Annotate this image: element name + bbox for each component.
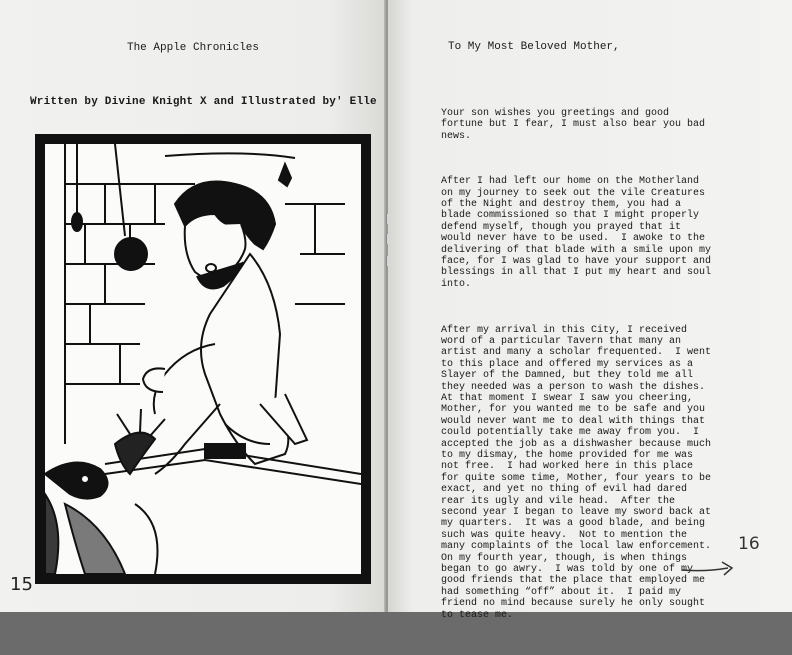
dishwasher-drawing (45, 144, 361, 574)
left-page (0, 0, 386, 612)
man-figure (143, 182, 307, 475)
story-title: The Apple Chronicles (126, 42, 260, 54)
letter-paragraph: Your son wishes you greetings and good fortune but I fear, I must also bear you bad news. (441, 107, 706, 142)
letter-paragraph: After my arrival in this City, I received word of a particular Tavern that many an artist and many a scholar frequented. I went to this place and offered my services as a Slayer of the Damned, but they told me all they needed was a person to wash the dishes. At that moment I swear I saw you cheering, Mother, for you wanted me to be safe and you would never want me to deal with things that could potentially take me away from you. I accepted the job as a dishwasher because much to my dismay, the home provided for me was not free. I had worked here in this place for quite some time, Mother, four years to be exact, and yet no thing of evil had dared rear its ugly and vile head. After the second year I began to leave my sword back at my quarters. It was a good blade, and being such was quite heavy. Not to mention the many complaints of the local law enforcement. On my fourth year, though, is when things began to go awry. I was told by one of my good friends that the place that employed me had something “off” about it. I paid my friend no mind because surely he only sought to tease me. (441, 324, 712, 621)
letter-salutation: To My Most Beloved Mother, (448, 41, 620, 53)
handwritten-arrow-icon (680, 556, 740, 578)
letter-paragraph: After I had left our home on the Motherland on my journey to seek out the vile Creatures of the Night and destroy them, you had a blade commissioned so that I might properly defend myself, though you prayed that it would never have to be used. I awoke to the delivering of that blade with a smile upon my face, for I was glad to have your support and blessings in all that I put my heart and soul into. (441, 176, 712, 290)
right-page-number: 16 (738, 534, 760, 554)
author-illustrator-credit: Written by Divine Knight X and Illustrated by' Elle (30, 96, 377, 108)
ink-illustration (35, 134, 371, 584)
left-page-number: 15 (10, 574, 33, 595)
duck-and-dishes (45, 409, 165, 574)
